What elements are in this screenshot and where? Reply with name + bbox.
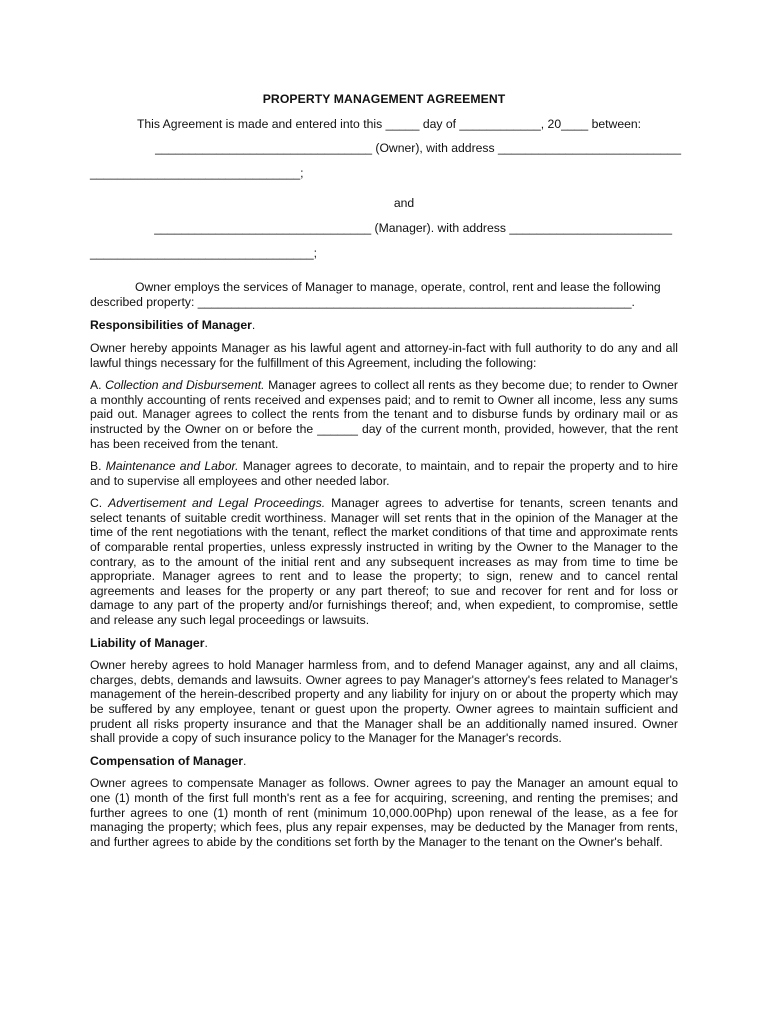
item-a-paragraph [90, 378, 678, 451]
item-a-title: Collection and Disbursement. [105, 378, 265, 393]
and-line: and [393, 196, 415, 211]
item-b-paragraph [90, 459, 678, 488]
item-a-text: Manager agrees to collect all rents as they become due; to render to Owner a monthly accounting of rents received and expenses paid; and to remit to Owner all income, less any sums paid out. Manager agrees to collect the rents from the tenant and to disburse funds by ordinary mail or as instructed by the Owner on or before the ______ day of the current month, provided, however, that the rent has been received from the tenant. [90, 378, 678, 451]
compensation-paragraph: Owner agrees to compensate Manager as follows. Owner agrees to pay the Manager an amount equal to one (1) month of the first full month's rent as a fee for acquiring, screening, and renting the premises; and further agrees to one (1) month of rent (minimum 10,000.00Php) upon renewal of the lease, as a fee for managing the property; which fees, plus any repair expenses, may be deducted by the Manager from rents, and further agrees to abide by the conditions set forth by the Manager to the tenant on the Owner's behalf. [90, 776, 678, 849]
responsibilities-paragraph: Owner hereby appoints Manager as his lawful agent and attorney-in-fact with full authority to do any and all lawful things necessary for the fulfillment of this Agreement, including the following: [90, 340, 678, 370]
item-c-title: Advertisement and Legal Proceedings. [108, 496, 326, 511]
item-b-text: Manager agrees to decorate, to maintain, and to repair the property and to hire and to supervise all employees and other needed labor. [90, 459, 678, 488]
employs-line: Owner employs the services of Manager to manage, operate, control, rent and lease the following [135, 280, 661, 295]
responsibilities-heading [90, 318, 678, 333]
item-a-prefix: A. [90, 378, 102, 393]
item-b-title: Maintenance and Labor. [105, 459, 239, 474]
compensation-heading-text: Compensation of Manager [90, 753, 244, 768]
liability-paragraph: Owner hereby agrees to hold Manager harmless from, and to defend Manager against, any and all claims, charges, debts, demands and lawsuits. Owner agrees to pay Manager's attorney's fees related to Manager's management of the herein-described property and any liability for injury on or about the property which may be suffered by any employee, tenant or guest upon the property. Owner agrees to maintain sufficient and prudent all risks property insurance and that the Manager shall be an additionally named insured. Owner shall provide a copy of such insurance policy to the Manager for the Manager's records. [90, 658, 678, 746]
property-line: described property: ________________________________________________________________. [90, 294, 635, 309]
manager-address-line: _________________________________; [90, 245, 318, 260]
agreement-date-line: This Agreement is made and entered into this _____ day of ____________, 20____ between: [136, 116, 642, 131]
owner-line: ________________________________ (Owner), with address ___________________________ [155, 141, 681, 156]
owner-address-line: _______________________________; [90, 165, 304, 180]
heading-period: . [204, 635, 208, 650]
item-c-prefix: C. [90, 496, 103, 511]
compensation-heading [90, 754, 678, 769]
responsibilities-heading-text: Responsibilities of Manager [90, 318, 252, 333]
item-c-text: Manager agrees to advertise for tenants, screen tenants and select tenants of suitable credit worthiness. Manager will set rents that in the opinion of the Manager at the time of the rent negotiations with the tenant, reflect the market conditions of that time and approximate rents of comparable rental properties, unless expressly instructed in writing by the Owner to the Manager to the contrary, as to the amount of the initial rent and any subsequent increases as may from time to time be appropriate. Manager agrees to rent and to lease the property; to sign, renew and to cancel rental agreements and leases for the property or any part thereof; to sue and recover for rent and for loss or damage to any part of the property and/or furnishings thereof; and, when expedient, to compromise, settle and release any such legal proceedings or lawsuits. [90, 496, 678, 628]
item-c-paragraph [90, 496, 678, 627]
document-title: PROPERTY MANAGEMENT AGREEMENT [262, 92, 506, 106]
manager-line: ________________________________ (Manager). with address ________________________ [154, 220, 672, 235]
heading-period: . [243, 753, 247, 768]
item-b-prefix: B. [90, 459, 102, 474]
heading-period: . [251, 318, 256, 333]
liability-heading [90, 636, 678, 651]
liability-heading-text: Liability of Manager [90, 635, 205, 650]
